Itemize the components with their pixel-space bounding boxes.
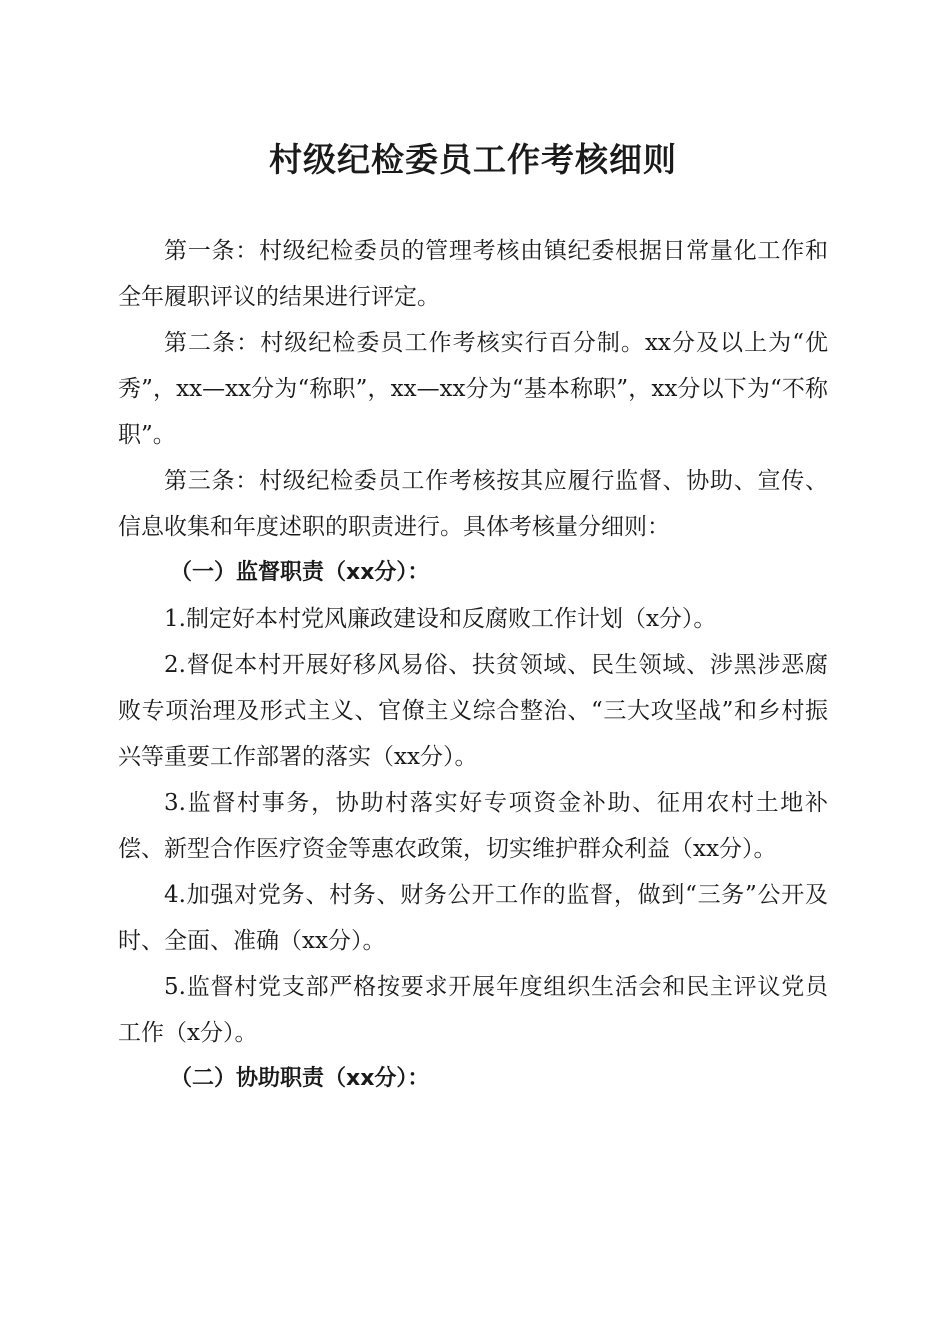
supervision-item-1: 1.制定好本村党风廉政建设和反腐败工作计划（x分）。 [164, 606, 717, 632]
supervision-item-5: 5.监督村党支部严格按要求开展年度组织生活会和民主评议党员工作（x分）。 [118, 974, 828, 1046]
supervision-item-2: 2.督促本村开展好移风易俗、扶贫领域、民生领域、涉黑涉恶腐败专项治理及形式主义、官僚主义综合整治、“三大攻坚战”和乡村振兴等重要工作部署的落实（xx分）。 [118, 652, 828, 770]
article-3: 第三条：村级纪检委员工作考核按其应履行监督、协助、宣传、信息收集和年度述职的职责进行。具体考核量分细则： [118, 468, 828, 540]
supervision-item-3: 3.监督村事务，协助村落实好专项资金补助、征用农村土地补偿、新型合作医疗资金等惠农政策，切实维护群众利益（xx分）。 [118, 790, 828, 862]
supervision-item-4: 4.加强对党务、村务、财务公开工作的监督，做到“三务”公开及时、全面、准确（xx分）。 [118, 882, 828, 954]
document-title: 村级纪检委员工作考核细则 [269, 140, 677, 179]
document-body [118, 228, 828, 1102]
section-heading-assistance: （二）协助职责（xx分）： [170, 1066, 430, 1091]
section-heading-supervision: （一）监督职责（xx分）： [170, 560, 430, 585]
article-1: 第一条：村级纪检委员的管理考核由镇纪委根据日常量化工作和全年履职评议的结果进行评定。 [118, 238, 828, 310]
article-2: 第二条：村级纪检委员工作考核实行百分制。xx分及以上为“优秀”，xx—xx分为“称职”，xx—xx分为“基本称职”，xx分以下为“不称职”。 [118, 330, 828, 448]
